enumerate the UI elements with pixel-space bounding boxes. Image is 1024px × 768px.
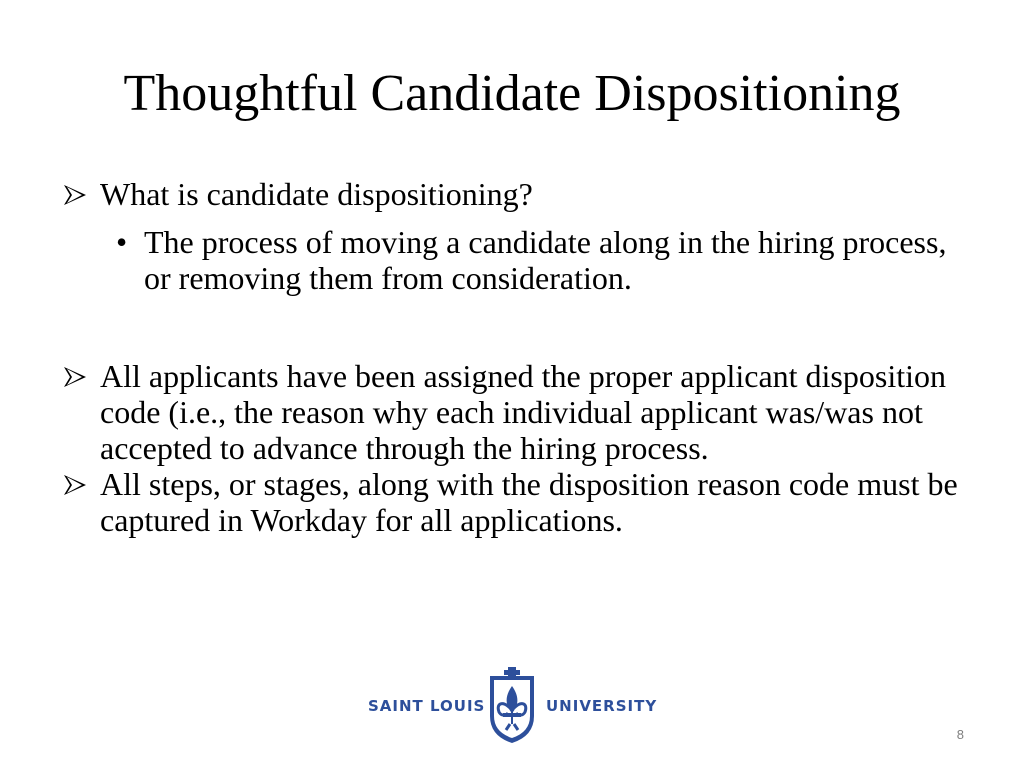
sub-bullet-text: The process of moving a candidate along in the hiring process, or removing them from consideration.: [144, 224, 947, 296]
university-logo: [364, 666, 660, 746]
bullet-text: All applicants have been assigned the proper applicant disposition code (i.e., the reason why each individual applicant was/was not accepted to advance through the hiring process.: [100, 358, 946, 466]
sub-bullet-item-1: [62, 224, 962, 296]
slide-title: Thoughtful Candidate Dispositioning: [123, 65, 901, 122]
round-bullet-icon: •: [116, 224, 128, 260]
fleur-de-lis-crest-icon: [486, 666, 538, 744]
slide-body: [62, 176, 962, 538]
logo-left-text: SAINT LOUIS: [368, 697, 486, 715]
bullet-item-1: [62, 176, 962, 212]
bullet-item-3: [62, 466, 962, 538]
bullet-text: What is candidate dispositioning?: [100, 176, 533, 212]
arrow-bullet-icon: [64, 475, 86, 495]
arrow-bullet-icon: [64, 185, 86, 205]
bullet-text: All steps, or stages, along with the disposition reason code must be captured in Workday for all applications.: [100, 466, 958, 538]
logo-right-text: UNIVERSITY: [546, 697, 658, 715]
bullet-item-2: [62, 358, 962, 466]
page-number: 8: [956, 727, 964, 742]
arrow-bullet-icon: [64, 367, 86, 387]
